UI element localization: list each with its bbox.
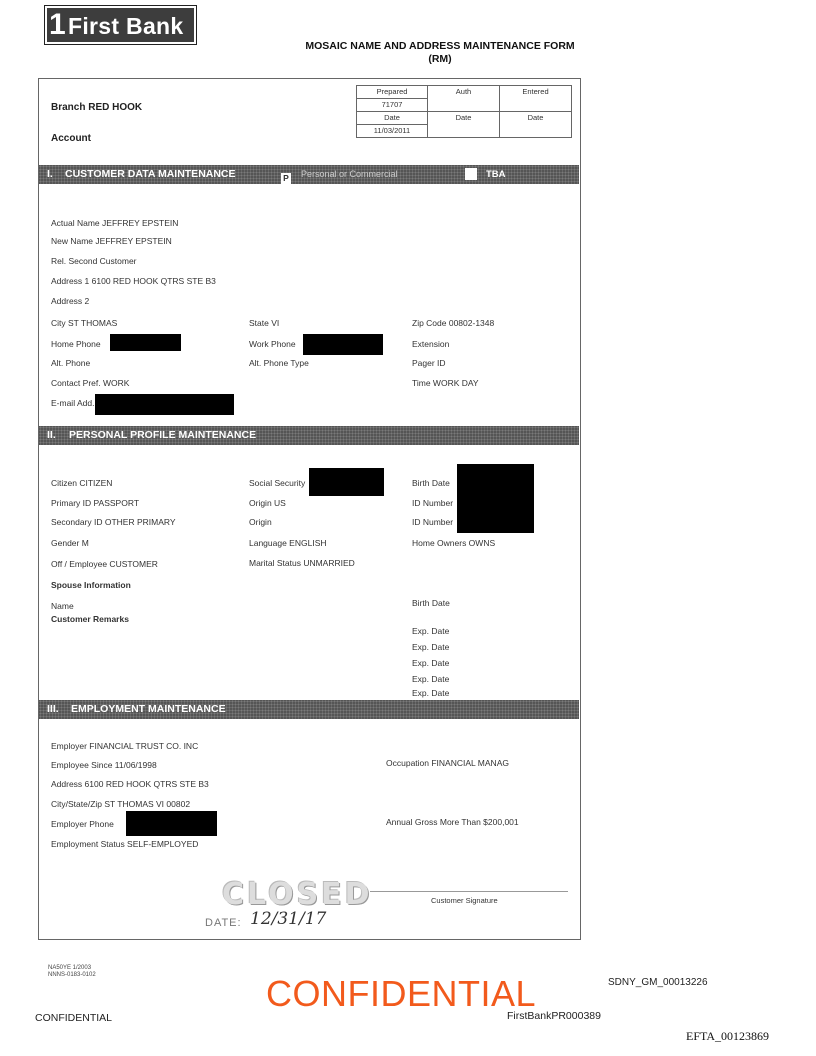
bates-sdny: SDNY_GM_00013226 [608,977,708,988]
work-phone-redaction [303,334,383,355]
spouse-birth-date-label: Birth Date [412,598,450,608]
contact-time: Time WORK DAY [412,378,479,388]
customer-remarks-label: Customer Remarks [51,614,129,624]
work-phone-label: Work Phone [249,339,296,349]
gender: Gender M [51,538,89,548]
date-label: Date [357,112,428,125]
home-phone-redaction [110,334,181,351]
logo-one: 1 [49,8,66,41]
exp-date-2: Exp. Date [412,642,450,652]
section-title: EMPLOYMENT MAINTENANCE [71,703,226,715]
address1: Address 1 6100 RED HOOK QTRS STE B3 [51,276,216,286]
logo-text: First Bank [68,13,184,39]
language: Language ENGLISH [249,538,327,548]
home-owners: Home Owners OWNS [412,538,496,548]
address2: Address 2 [51,296,90,306]
section-number: I. [47,168,53,180]
form-code-2: NNNS-0183-0102 [48,972,96,978]
id-number-1: ID Number [412,498,454,508]
spouse-information: Spouse Information [51,580,131,590]
exp-date-1: Exp. Date [412,626,450,636]
annual-gross: Annual Gross More Than $200,001 [386,817,519,827]
primary-id: Primary ID PASSPORT [51,498,140,508]
handwritten-date: 12/31/17 [250,909,327,929]
origin-us: Origin US [249,498,286,508]
id-number-2: ID Number [412,517,454,527]
employer-phone-label: Employer Phone [51,819,114,829]
citizen: Citizen CITIZEN [51,478,113,488]
branch-label: Branch [51,102,86,113]
exp-date-4: Exp. Date [412,674,450,684]
branch-value: RED HOOK [88,102,143,113]
employer-address: Address 6100 RED HOOK QTRS STE B3 [51,779,209,789]
form-title-line2: (RM) [428,53,452,65]
form-code-1: NA50YE 1/2003 [48,965,92,971]
first-bank-logo [44,5,197,45]
home-phone-label: Home Phone [51,339,101,349]
prepared-value: 71707 [357,99,428,112]
birth-date-label: Birth Date [412,478,450,488]
personal-commercial-label: Personal or Commercial [301,169,398,179]
employee-since: Employee Since 11/06/1998 [51,760,157,770]
secondary-id: Secondary ID OTHER PRIMARY [51,517,176,527]
confidential-watermark: CONFIDENTIAL [266,973,537,1014]
personal-checkbox[interactable]: P [281,173,291,184]
actual-name: Actual Name JEFFREY EPSTEIN [51,218,179,228]
entered-label: Entered [500,86,572,112]
ssn-redaction [309,468,384,496]
section-personal-profile-bar [39,426,579,445]
date-value: 11/03/2011 [357,125,428,138]
account-label: Account [51,133,91,144]
form-title [270,40,610,66]
section-title: PERSONAL PROFILE MAINTENANCE [69,429,257,441]
section-number: III. [47,703,59,715]
confidential-label: CONFIDENTIAL [35,1012,113,1024]
birth-id-redaction [457,464,534,533]
entered-date-label: Date [500,112,572,138]
auth-date-label: Date [428,112,500,138]
form-title-line1: MOSAIC NAME AND ADDRESS MAINTENANCE FORM [305,40,575,52]
contact-pref: Contact Pref. WORK [51,378,130,388]
section-customer-data-bar [39,165,579,184]
branch-field [51,102,142,113]
section-number: II. [47,429,56,441]
section-employment-bar [39,700,579,719]
employer: Employer FINANCIAL TRUST CO. INC [51,741,199,751]
employment-status: Employment Status SELF-EMPLOYED [51,839,199,849]
closed-stamp: CLOSED [222,877,373,912]
spouse-name-label: Name [51,601,74,611]
occupation: Occupation FINANCIAL MANAG [386,758,509,768]
tba-checkbox[interactable] [465,168,477,180]
off-employee: Off / Employee CUSTOMER [51,559,158,569]
zip-code: Zip Code 00802-1348 [412,318,495,328]
exp-date-5: Exp. Date [412,688,450,698]
tba-label: TBA [486,169,506,180]
city: City ST THOMAS [51,318,118,328]
customer-signature-label: Customer Signature [431,896,498,905]
email-redaction [95,394,234,415]
marital-status: Marital Status UNMARRIED [249,558,355,568]
exp-date-3: Exp. Date [412,658,450,668]
social-security-label: Social Security [249,478,306,488]
new-name: New Name JEFFREY EPSTEIN [51,236,172,246]
alt-phone-label: Alt. Phone [51,358,91,368]
approval-table [356,85,572,138]
prepared-label: Prepared [357,86,428,99]
extension-label: Extension [412,339,450,349]
state: State VI [249,318,280,328]
alt-phone-type-label: Alt. Phone Type [249,358,309,368]
section-title: CUSTOMER DATA MAINTENANCE [65,168,236,180]
stamp-date-label: DATE: [205,917,242,929]
efta-number: EFTA_00123869 [686,1029,770,1043]
auth-label: Auth [428,86,500,112]
origin: Origin [249,517,272,527]
bates-firstbank: FirstBankPR000389 [507,1010,601,1022]
email-label: E-mail Add. [51,398,95,408]
pager-id-label: Pager ID [412,358,446,368]
rel-second-customer: Rel. Second Customer [51,256,137,266]
employer-phone-redaction [126,811,217,836]
signature-line [370,891,568,892]
form-codes [48,965,96,979]
employer-city-state-zip: City/State/Zip ST THOMAS VI 00802 [51,799,191,809]
